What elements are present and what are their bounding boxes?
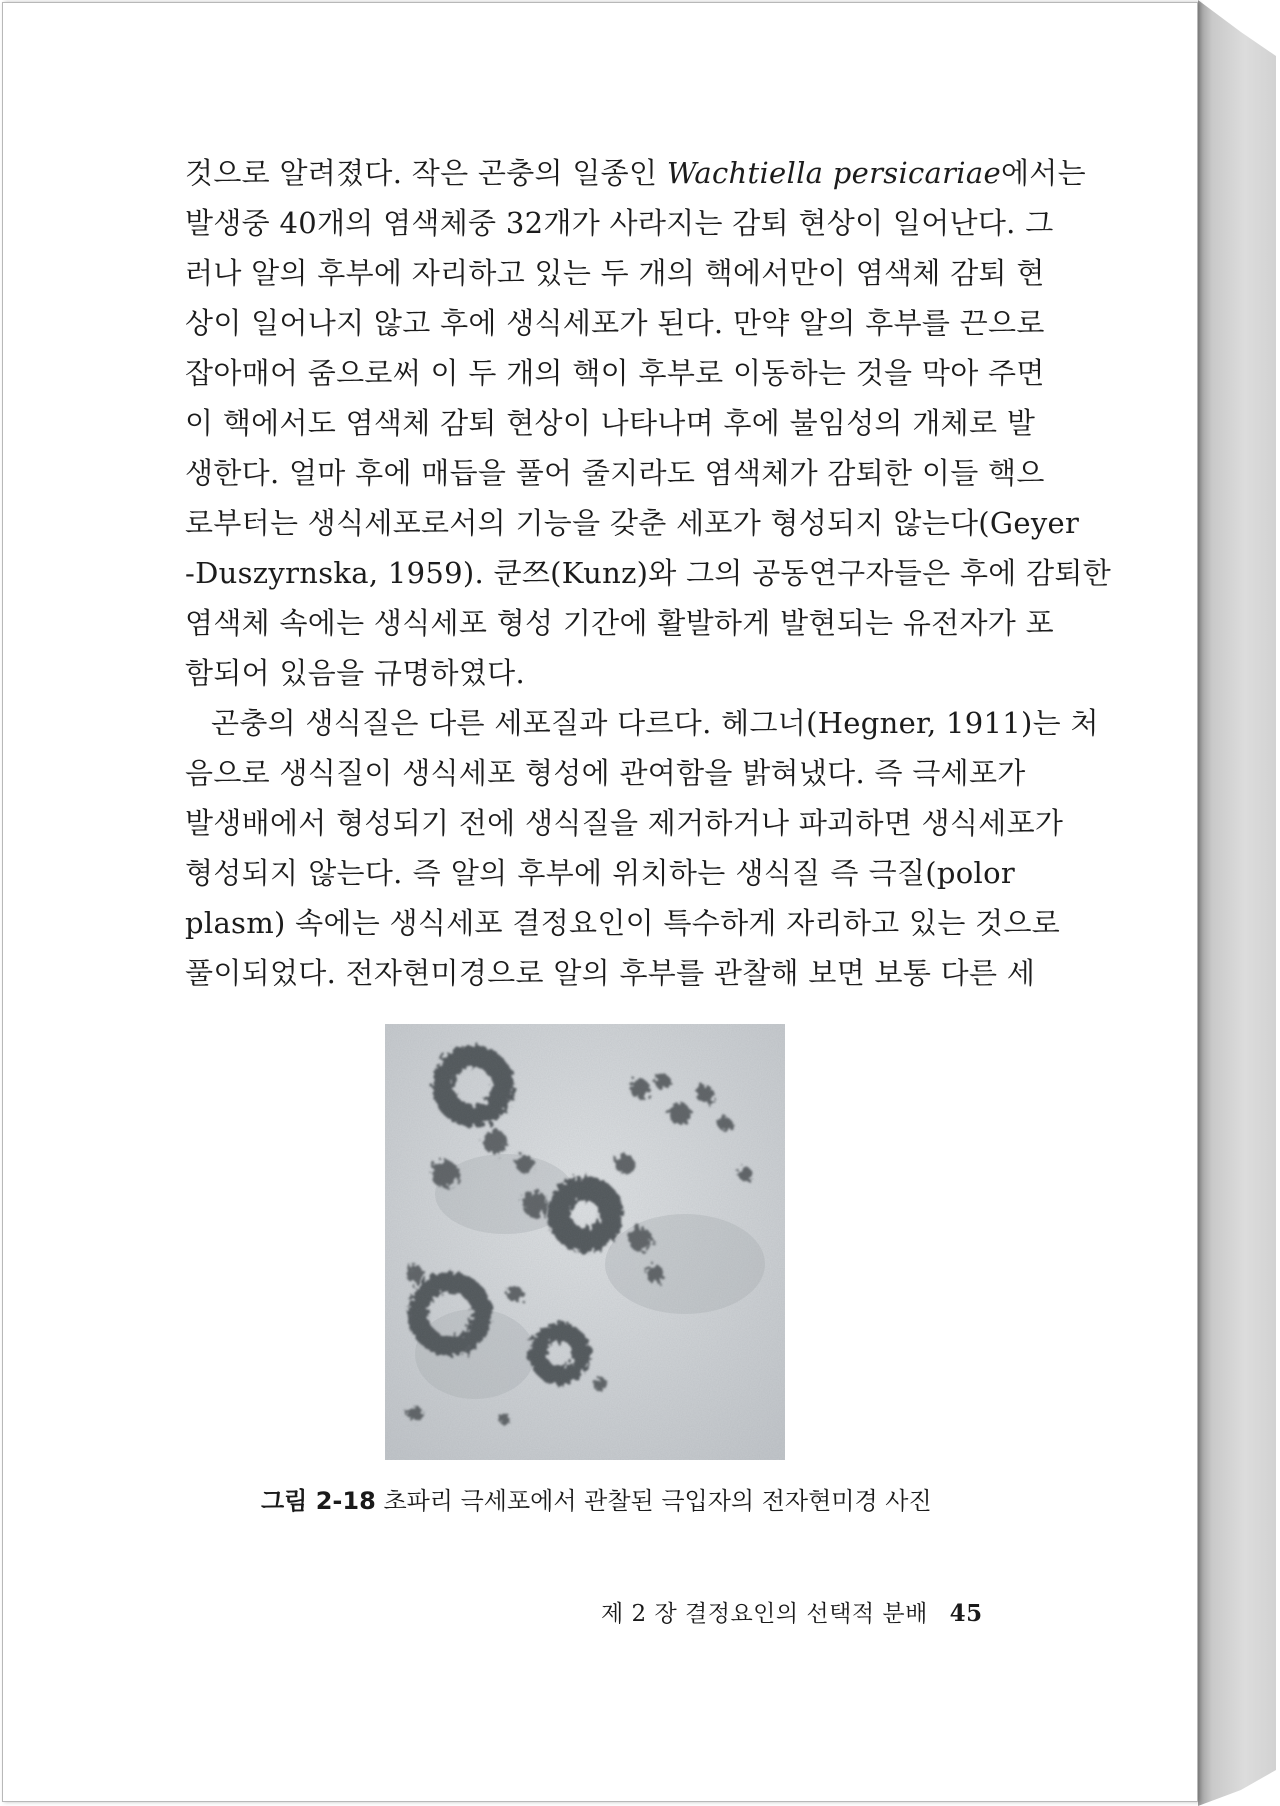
text-line: 염색체 속에는 생식세포 형성 기간에 활발하게 발현되는 유전자가 포 [185, 606, 1054, 640]
text-line: 함되어 있음을 규명하였다. [185, 656, 526, 690]
figure-number: 그림 2-18 [261, 1487, 376, 1515]
text-line: 곤충의 생식질은 다른 세포질과 다르다. 헤그너(Hegner, 1911)는 처 [211, 706, 1099, 740]
text-line: 잡아매어 줌으로써 이 두 개의 핵이 후부로 이동하는 것을 막아 주면 [185, 356, 1045, 390]
text-line: 이 핵에서도 염색체 감퇴 현상이 나타나며 후에 불임성의 개체로 발 [185, 406, 1036, 440]
text-line: 로부터는 생식세포로서의 기능을 갖춘 세포가 형성되지 않는다(Geyer [185, 506, 1080, 540]
chapter-label: 제 2 장 [601, 1601, 678, 1627]
chapter-title: 결정요인의 선택적 분배 [685, 1601, 928, 1627]
micrograph-image [385, 1024, 785, 1460]
text-line: 발생배에서 형성되기 전에 생식질을 제거하거나 파괴하면 생식세포가 [185, 806, 1064, 840]
text-line: 음으로 생식질이 생식세포 형성에 관여함을 밝혀냈다. 즉 극세포가 [185, 756, 1026, 790]
figure-caption [261, 1481, 941, 1516]
text-line: 상이 일어나지 않고 후에 생식세포가 된다. 만약 알의 후부를 끈으로 [185, 306, 1045, 340]
figure-caption-text: 초파리 극세포에서 관찰된 극입자의 전자현미경 사진 [383, 1487, 932, 1515]
book-page-edge [1198, 0, 1276, 1806]
page-number: 45 [949, 1600, 983, 1627]
text-line: 생한다. 얼마 후에 매듭을 풀어 줄지라도 염색체가 감퇴한 이들 핵으 [185, 456, 1045, 490]
text-line: 풀이되었다. 전자현미경으로 알의 후부를 관찰해 보면 보통 다른 세 [185, 956, 1036, 990]
text-line: 러나 알의 후부에 자리하고 있는 두 개의 핵에서만이 염색체 감퇴 현 [185, 256, 1045, 290]
text-line: -Duszyrnska, 1959). 쿤쯔(Kunz)와 그의 공동연구자들은 후에 감퇴한 [185, 556, 1112, 590]
micrograph-figure [385, 1024, 785, 1460]
book-page [2, 2, 1198, 1802]
text-line: 형성되지 않는다. 즉 알의 후부에 위치하는 생식질 즉 극질(polor [185, 856, 1015, 890]
text-line: 것으로 알려졌다. 작은 곤충의 일종인 Wachtiella persicariae에서는 [185, 156, 1086, 190]
body-text [185, 148, 1112, 998]
text-line: 발생중 40개의 염색체중 32개가 사라지는 감퇴 현상이 일어난다. 그 [185, 206, 1054, 240]
text-line: plasm) 속에는 생식세포 결정요인이 특수하게 자리하고 있는 것으로 [185, 906, 1061, 940]
running-footer [601, 1595, 983, 1628]
